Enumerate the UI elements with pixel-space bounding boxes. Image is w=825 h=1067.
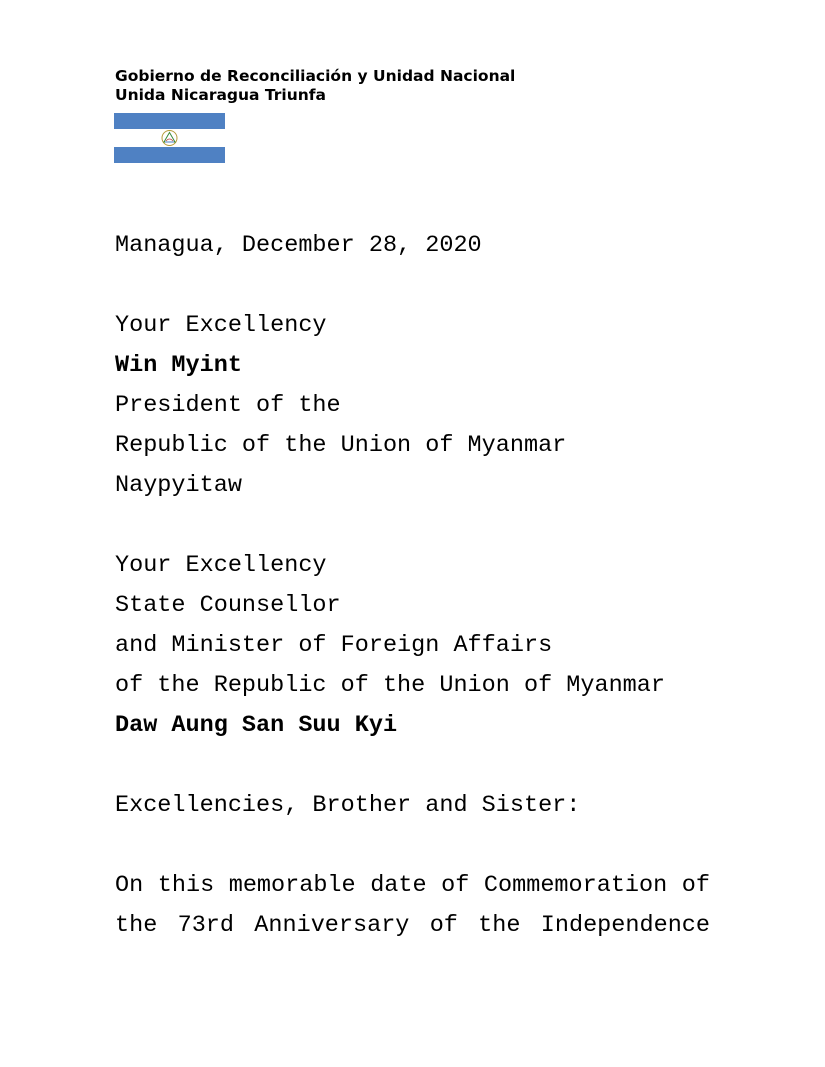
government-name: Gobierno de Reconciliación y Unidad Nacional bbox=[115, 67, 516, 85]
government-slogan: Unida Nicaragua Triunfa bbox=[115, 86, 327, 104]
letter-body bbox=[115, 226, 710, 946]
place-date: Managua, December 28, 2020 bbox=[115, 232, 482, 259]
addressee2-title1: State Counsellor bbox=[115, 592, 341, 619]
spacer bbox=[115, 746, 710, 786]
coat-of-arms-icon bbox=[160, 129, 179, 147]
letterhead bbox=[115, 67, 515, 105]
addressee2-country: of the Republic of the Union of Myanmar bbox=[115, 672, 665, 699]
addressee1-salutation: Your Excellency bbox=[115, 312, 327, 339]
nicaragua-flag-icon bbox=[114, 113, 225, 163]
addressee2-salutation: Your Excellency bbox=[115, 552, 327, 579]
addressee1-title: President of the bbox=[115, 392, 341, 419]
greeting: Excellencies, Brother and Sister: bbox=[115, 792, 581, 819]
addressee1-name: Win Myint bbox=[115, 352, 242, 379]
addressee1-city: Naypyitaw bbox=[115, 472, 242, 499]
flag-top-stripe bbox=[114, 113, 225, 129]
body-paragraph-line: the 73rd Anniversary of the Independence bbox=[115, 912, 710, 939]
spacer bbox=[115, 826, 710, 866]
spacer bbox=[115, 506, 710, 546]
addressee2-title2: and Minister of Foreign Affairs bbox=[115, 632, 553, 659]
addressee2-name: Daw Aung San Suu Kyi bbox=[115, 712, 398, 739]
spacer bbox=[115, 266, 710, 306]
body-paragraph-line: On this memorable date of Commemoration of bbox=[115, 872, 710, 899]
addressee1-country: Republic of the Union of Myanmar bbox=[115, 432, 567, 459]
flag-bottom-stripe bbox=[114, 147, 225, 163]
